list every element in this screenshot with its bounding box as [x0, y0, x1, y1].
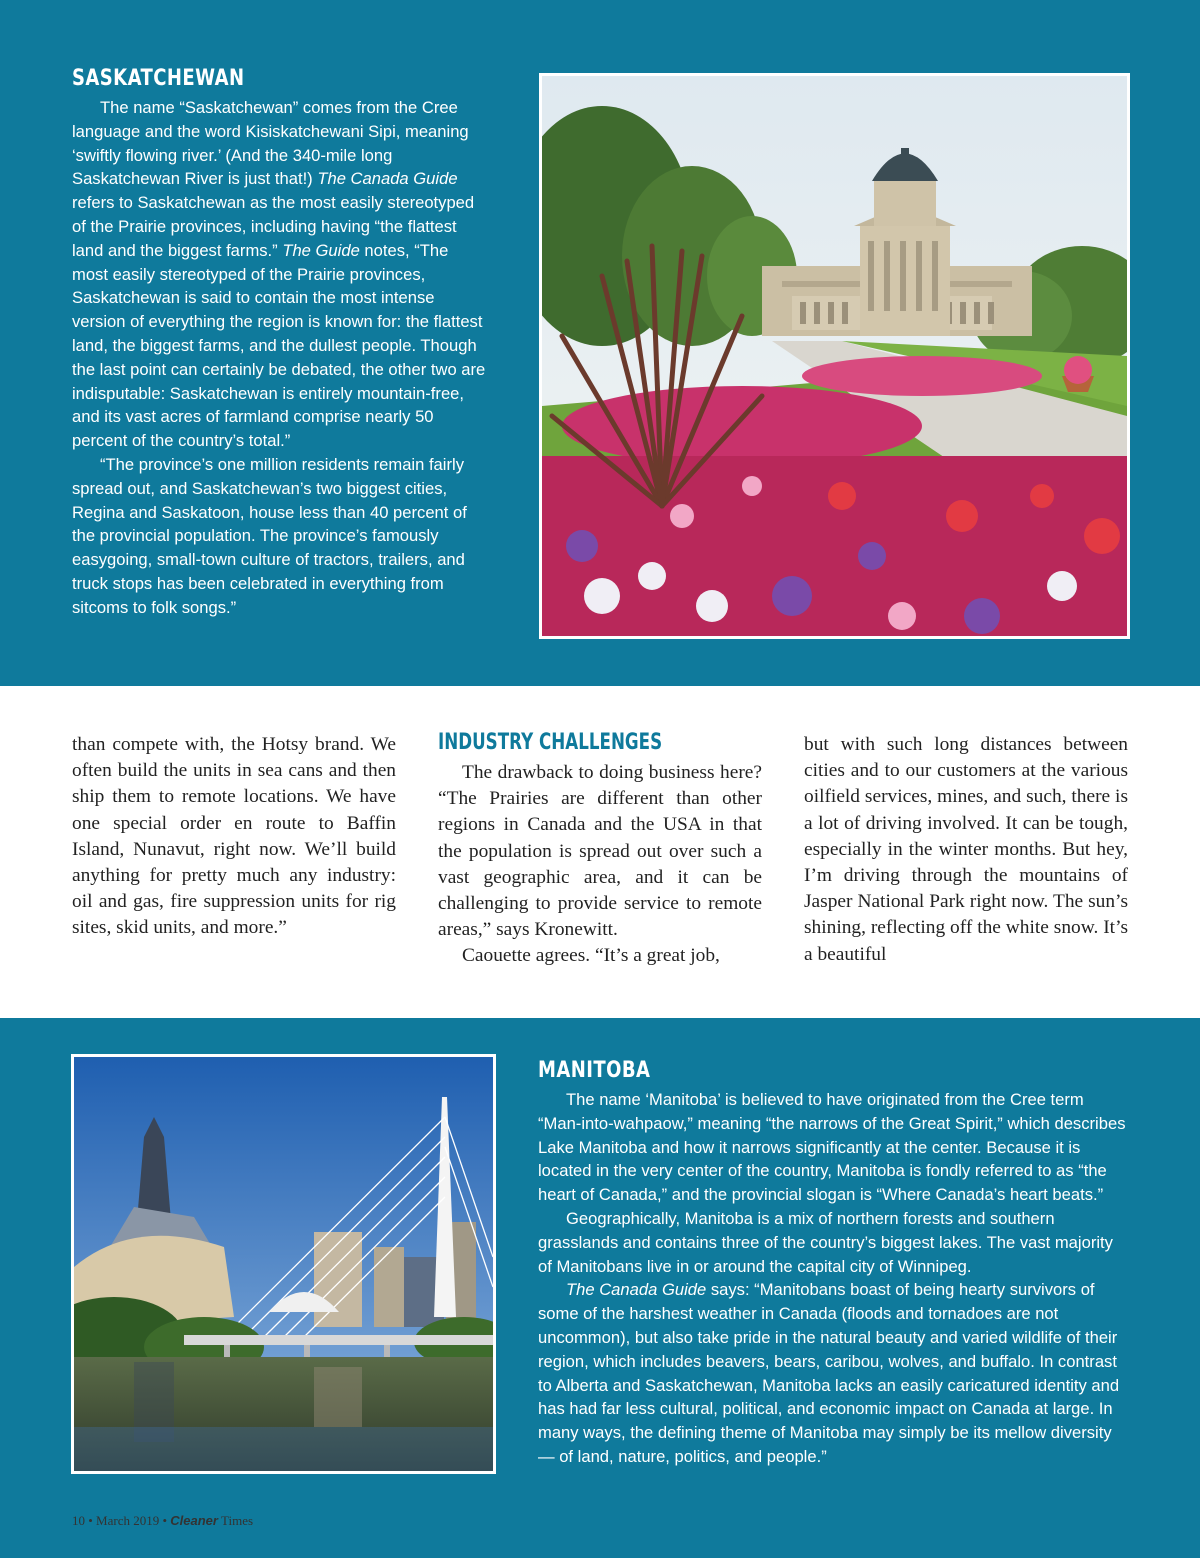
- manitoba-paragraph-1: The name ‘Manitoba’ is believed to have originated from the Cree term “Man-into-wahpaow,” meaning “the narrows of the Great Spirit,” which describes Lake Manitoba and how it narrows significantly at the center. Because it is located in the very center of the country, Manitoba is fondly referred to as “the heart of Canada,” and the provincial slogan is “Where Canada’s heart beats.”: [538, 1090, 1126, 1205]
- page-footer: [72, 1513, 253, 1529]
- saskatchewan-paragraph-1: [72, 96, 488, 453]
- canada-guide-title: The Canada Guide: [317, 169, 458, 189]
- saskatchewan-p1-text-c: notes, “The most easily stereotyped of the Prairie provinces, Saskatchewan is said to contain the most intense version of everything the region is known for: the flattest land, the biggest farms, and the dullest people. Though the last point can certainly be debated, the other two are indisputable: Saskatchewan is entirely mountain-free, and its vast acres of farmland comprise nearly 50 percent of the country’s total.”: [72, 240, 486, 451]
- saskatchewan-sidebar: [72, 66, 488, 620]
- manitoba-heading: MANITOBA: [538, 1058, 651, 1083]
- saskatchewan-heading: SASKATCHEWAN: [72, 66, 245, 91]
- legislature-garden-illustration: [542, 76, 1127, 636]
- magazine-brand-cleaner: Cleaner: [170, 1513, 218, 1528]
- guide-short-title: The Guide: [282, 240, 360, 260]
- saskatchewan-paragraph-2: “The province’s one million residents remain fairly spread out, and Saskatchewan’s two biggest cities, Regina and Saskatoon, house less than 40 percent of the provincial population. The province’s famously easygoing, small-town culture of tractors, trailers, and truck stops has been celebrated in everything from sitcoms to folk songs.”: [72, 454, 467, 617]
- manitoba-paragraph-3: [538, 1278, 1128, 1468]
- column-2-paragraph-1: The drawback to doing business here? “The Prairies are different than other regions in Canada and the USA in that the population is spread out over such a vast geographic area, and it can be challenging to provide service to remote areas,” says Kronewitt.: [438, 762, 762, 941]
- column-1-text: than compete with, the Hotsy brand. We often build the units in sea cans and then ship them to remote locations. We have one special order en route to Baffin Island, Nunavut, right now. We’ll build anything for pretty much any industry: oil and gas, fire suppression units for rig sites, skid units, and more.”: [72, 734, 396, 939]
- industry-challenges-heading: INDUSTRY CHALLENGES: [438, 730, 663, 755]
- saskatchewan-p1-text-b: refers to Saskatchewan as the most easily stereotyped of the Prairie provinces, including having “the flattest land and the biggest farms.”: [72, 193, 475, 260]
- magazine-brand-times: Times: [217, 1513, 254, 1528]
- page-issue-label: 10 • March 2019 •: [72, 1513, 171, 1528]
- column-2-paragraph-2: Caouette agrees. “It’s a great job,: [462, 945, 720, 967]
- winnipeg-bridge-illustration: [74, 1057, 493, 1471]
- article-column-1: [72, 732, 396, 942]
- manitoba-sidebar: [538, 1058, 1128, 1469]
- manitoba-paragraph-2: Geographically, Manitoba is a mix of northern forests and southern grasslands and contains three of the country’s biggest lakes. The vast majority of Manitobans live in or around the capital city of Winnipeg.: [538, 1208, 1113, 1276]
- saskatchewan-legislature-photo: [539, 73, 1130, 639]
- column-3-text: but with such long distances between cities and to our customers at the various oilfield services, mines, and such, there is a lot of driving involved. It can be tough, especially in the winter months. But hey, I’m driving through the mountains of Jasper National Park right now. The sun’s shining, reflecting off the white snow. It’s a beautiful: [804, 734, 1128, 965]
- manitoba-p3-text: says: “Manitobans boast of being hearty survivors of some of the harshest weather in Canada (floods and tornadoes are not uncommon), but also take pride in the natural beauty and varied wildlife of their region, which includes beavers, bears, caribou, wolves, and buffalo. In contrast to Alberta and Saskatchewan, Manitoba lacks an easily caricatured identity and has had far less cultural, political, and economic impact on Canada at large. In many ways, the defining theme of Manitoba may simply be its mellow diversity — of land, nature, politics, and people.”: [538, 1280, 1120, 1466]
- winnipeg-skyline-photo: [71, 1054, 496, 1474]
- article-column-2: [438, 730, 762, 970]
- saskatchewan-p1-text-a: The name “Saskatchewan” comes from the Cree language and the word Kisiskatchewani Sipi, meaning ‘swiftly flowing river.’ (And the 340-mile long Saskatchewan River is just that!): [72, 98, 469, 189]
- manitoba-canada-guide-title: The Canada Guide: [566, 1280, 707, 1300]
- article-column-3: [804, 732, 1128, 968]
